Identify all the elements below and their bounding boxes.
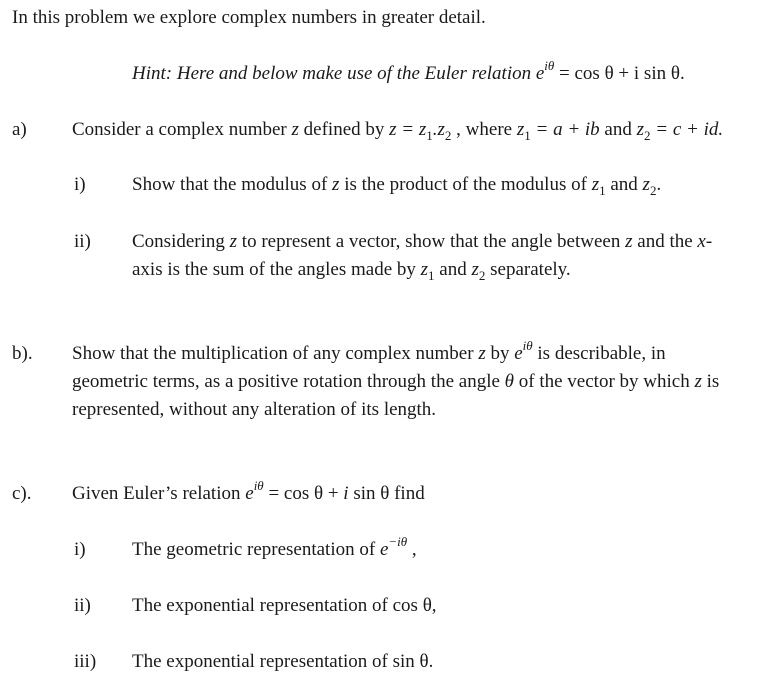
b-t6: is bbox=[701, 371, 720, 392]
b-t4: geometric terms, as a positive rotation through the angle bbox=[72, 371, 505, 392]
part-a-sub2: 2 bbox=[444, 127, 452, 143]
hint-exponent: iθ bbox=[544, 57, 555, 73]
b-eexp: iθ bbox=[522, 337, 533, 353]
part-a-ii-label: ii) bbox=[74, 231, 91, 252]
part-c-iii-label: iii) bbox=[74, 651, 97, 672]
part-a-ii-line1 bbox=[132, 230, 712, 254]
part-a-z2sub: 2 bbox=[644, 127, 651, 143]
a-ii-t5: axis is the sum of the angles made by bbox=[132, 259, 421, 280]
part-a-sub1: 1 bbox=[426, 127, 433, 143]
a-ii-t6: and bbox=[434, 259, 472, 280]
a-ii-z2sub: 2 bbox=[478, 267, 486, 283]
part-a-i-text bbox=[132, 173, 661, 197]
part-b-line3: represented, without any alteration of its length. bbox=[72, 399, 437, 420]
part-a-def: z = z bbox=[389, 119, 427, 140]
c-i-t1: The geometric representation of bbox=[132, 539, 380, 560]
part-a-t3: , where bbox=[451, 119, 517, 140]
hint-e: e bbox=[535, 63, 545, 84]
c-i-e: e bbox=[379, 539, 389, 560]
part-a-t1: Consider a complex number bbox=[72, 119, 292, 140]
part-b-line2 bbox=[72, 370, 719, 394]
a-ii-z: z bbox=[229, 231, 238, 252]
c-i-eexp: −iθ bbox=[388, 533, 408, 549]
a-i-t2: is the product of the modulus of bbox=[339, 174, 592, 195]
b-z: z bbox=[478, 343, 486, 364]
part-a-z1eq: = a + ib bbox=[530, 119, 600, 140]
b-e: e bbox=[514, 343, 523, 364]
part-a-text bbox=[72, 118, 723, 142]
part-a-ii-line2 bbox=[132, 258, 571, 282]
a-ii-z2: z bbox=[471, 259, 479, 280]
part-c-i-label: i) bbox=[74, 539, 86, 560]
a-ii-t3: and the bbox=[632, 231, 698, 252]
part-a-z2: z bbox=[636, 119, 645, 140]
part-c-iii-text: The exponential representation of sin θ. bbox=[132, 651, 434, 672]
a-ii-x: x bbox=[697, 231, 706, 252]
a-ii-t1: Considering bbox=[132, 231, 230, 252]
b-t2: by bbox=[485, 343, 515, 364]
b-t3: is describable, in bbox=[532, 343, 666, 364]
b-t5: of the vector by which bbox=[514, 371, 695, 392]
part-a-t4: and bbox=[599, 119, 637, 140]
intro-text: In this problem we explore complex numbers in greater detail. bbox=[12, 7, 486, 28]
part-a-z1: z bbox=[516, 119, 525, 140]
a-i-t3: and bbox=[605, 174, 643, 195]
b-zb: z bbox=[694, 371, 702, 392]
part-b-line1 bbox=[72, 337, 666, 366]
c-i-t2: , bbox=[407, 539, 417, 560]
part-c-ii-label: ii) bbox=[74, 595, 91, 616]
part-a-z: z bbox=[291, 119, 299, 140]
c-e: e bbox=[245, 483, 254, 504]
c-t3: sin θ find bbox=[348, 483, 425, 504]
part-c-label: c). bbox=[12, 483, 32, 504]
hint-rhs: = cos θ + i sin θ. bbox=[559, 63, 685, 84]
a-ii-t7: separately. bbox=[485, 259, 571, 280]
part-a-t2: defined by bbox=[298, 119, 390, 140]
part-c-i-text bbox=[132, 533, 417, 562]
part-c-ii-text: The exponential representation of cos θ, bbox=[132, 595, 437, 616]
a-ii-zb: z bbox=[625, 231, 633, 252]
a-i-t4: . bbox=[656, 174, 662, 195]
part-a-z1sub: 1 bbox=[524, 127, 531, 143]
b-theta: θ bbox=[504, 371, 515, 392]
c-i: i bbox=[343, 483, 349, 504]
a-i-z2sub: 2 bbox=[649, 182, 657, 198]
b-t1: Show that the multiplication of any complex number bbox=[72, 343, 479, 364]
c-t1: Given Euler’s relation bbox=[72, 483, 246, 504]
part-a-z2eq: = c + id. bbox=[650, 119, 724, 140]
part-a-i-label: i) bbox=[74, 174, 86, 195]
part-a-label: a) bbox=[12, 119, 27, 140]
a-ii-z1sub: 1 bbox=[428, 267, 435, 283]
a-ii-z1: z bbox=[420, 259, 429, 280]
c-eexp: iθ bbox=[253, 477, 264, 493]
a-i-z1sub: 1 bbox=[599, 182, 606, 198]
a-i-t1: Show that the modulus of bbox=[132, 174, 333, 195]
hint-text: Hint: Here and below make use of the Euler relation bbox=[132, 63, 536, 84]
a-i-z1: z bbox=[591, 174, 600, 195]
a-i-z2: z bbox=[642, 174, 650, 195]
c-t2: = cos θ + bbox=[263, 483, 344, 504]
hint-line bbox=[132, 57, 685, 86]
part-b-label: b). bbox=[12, 343, 33, 364]
a-ii-t4: - bbox=[705, 231, 713, 252]
part-a-dot: .z bbox=[432, 119, 445, 140]
part-c-text bbox=[72, 477, 425, 506]
a-ii-t2: to represent a vector, show that the angle between bbox=[237, 231, 626, 252]
a-i-z: z bbox=[332, 174, 340, 195]
